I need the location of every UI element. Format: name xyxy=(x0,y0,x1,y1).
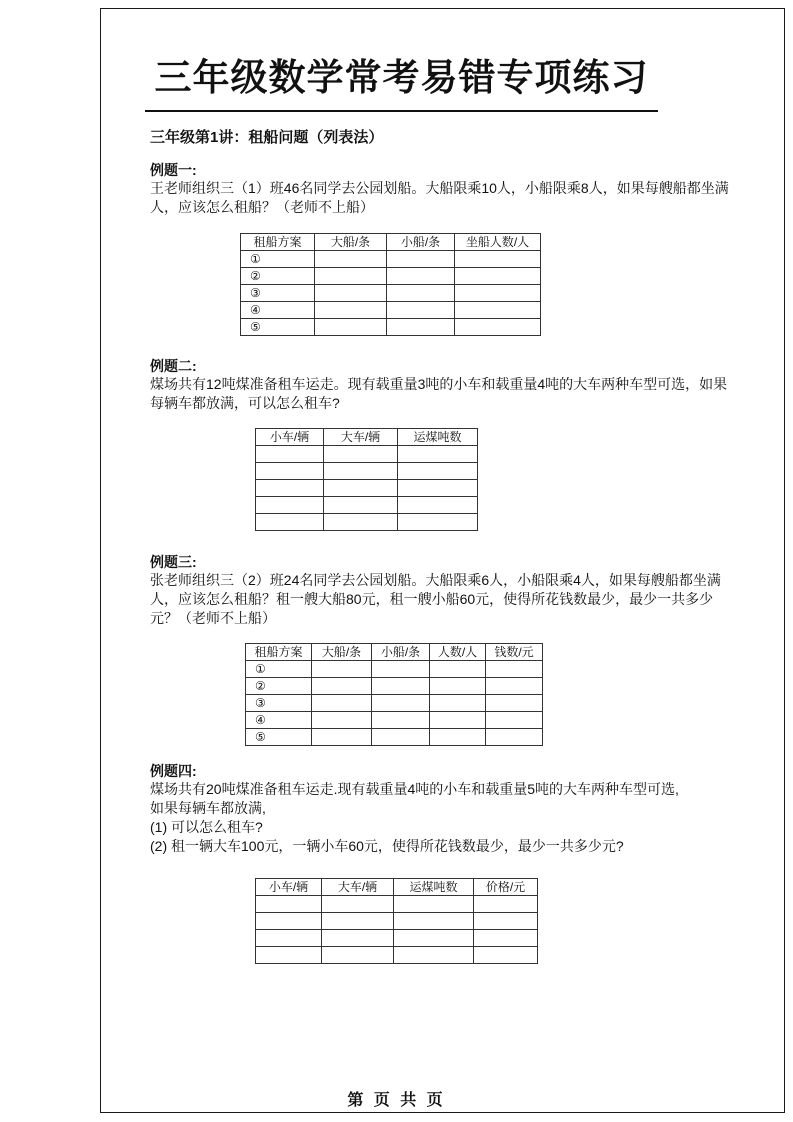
table-row xyxy=(241,251,541,268)
empty-cell xyxy=(387,251,455,268)
empty-cell xyxy=(372,695,430,712)
example-2-label: 例题二: xyxy=(150,358,197,374)
empty-cell xyxy=(486,712,543,729)
table-header-cell: 小车/辆 xyxy=(256,879,322,896)
example-1-text: 王老师组织三（1）班46名同学去公园划船。大船限乘10人，小船限乘8人，如果每艘船都坐满人，应该怎么租船？（老师不上船） xyxy=(150,180,729,215)
empty-cell xyxy=(430,729,486,746)
table-header-cell: 大船/条 xyxy=(312,644,372,661)
empty-cell xyxy=(387,285,455,302)
empty-cell xyxy=(322,913,394,930)
empty-cell xyxy=(387,268,455,285)
empty-cell xyxy=(387,319,455,336)
empty-cell xyxy=(315,251,387,268)
table-header-cell: 大船/条 xyxy=(315,234,387,251)
table-row xyxy=(256,463,478,480)
example-2-text: 煤场共有12吨煤准备租车运走。现有载重量3吨的小车和载重量4吨的大车两种车型可选，如果每辆车都放满，可以怎么租车? xyxy=(150,376,728,411)
empty-cell xyxy=(474,930,538,947)
empty-cell xyxy=(322,947,394,964)
empty-cell xyxy=(394,896,474,913)
empty-cell xyxy=(430,678,486,695)
empty-cell xyxy=(387,302,455,319)
empty-cell xyxy=(324,446,398,463)
empty-cell xyxy=(256,463,324,480)
example-1-label: 例题一: xyxy=(150,162,197,178)
empty-cell xyxy=(430,661,486,678)
empty-cell xyxy=(372,678,430,695)
table-row xyxy=(246,729,543,746)
table-row xyxy=(246,678,543,695)
empty-cell xyxy=(256,930,322,947)
table-row xyxy=(241,285,541,302)
empty-cell xyxy=(312,695,372,712)
empty-cell xyxy=(312,661,372,678)
section-heading: 三年级第1讲：租船问题（列表法） xyxy=(150,129,384,146)
table-row xyxy=(241,319,541,336)
example-4-text-line-4: (2) 租一辆大车100元，一辆小车60元，使得所花钱数最少，最少一共多少元? xyxy=(150,838,624,854)
empty-cell xyxy=(256,497,324,514)
title-block xyxy=(145,56,658,112)
table-row xyxy=(246,661,543,678)
empty-cell xyxy=(324,514,398,531)
empty-cell xyxy=(398,463,478,480)
table-header-cell: 小车/辆 xyxy=(256,429,324,446)
empty-cell xyxy=(324,480,398,497)
table-row xyxy=(256,497,478,514)
empty-cell xyxy=(398,446,478,463)
empty-cell xyxy=(312,678,372,695)
example-4-text xyxy=(150,780,775,856)
empty-cell xyxy=(398,480,478,497)
table-header-cell: 运煤吨数 xyxy=(398,429,478,446)
empty-cell xyxy=(394,947,474,964)
table-row xyxy=(256,480,478,497)
empty-cell xyxy=(455,319,541,336)
empty-cell xyxy=(474,947,538,964)
empty-cell xyxy=(256,446,324,463)
empty-cell xyxy=(312,729,372,746)
example-3-table xyxy=(245,643,543,746)
example-4-table xyxy=(255,878,538,964)
empty-cell xyxy=(455,285,541,302)
table-header-cell: 价格/元 xyxy=(474,879,538,896)
empty-cell xyxy=(486,678,543,695)
example-3-label: 例题三: xyxy=(150,554,197,570)
table-header-cell: 租船方案 xyxy=(246,644,312,661)
table-header-cell: 租船方案 xyxy=(241,234,315,251)
table-row xyxy=(256,930,538,947)
row-label-cell: ② xyxy=(246,678,312,695)
empty-cell xyxy=(455,302,541,319)
empty-cell xyxy=(398,497,478,514)
empty-cell xyxy=(312,712,372,729)
example-2-table xyxy=(255,428,478,531)
table-header-cell: 坐船人数/人 xyxy=(455,234,541,251)
row-label-cell: ① xyxy=(241,251,315,268)
table-row xyxy=(241,302,541,319)
empty-cell xyxy=(324,497,398,514)
row-label-cell: ③ xyxy=(246,695,312,712)
page-title: 三年级数学常考易错专项练习 xyxy=(154,57,649,98)
table-row xyxy=(256,947,538,964)
empty-cell xyxy=(315,268,387,285)
empty-cell xyxy=(372,712,430,729)
row-label-cell: ⑤ xyxy=(241,319,315,336)
row-label-cell: ② xyxy=(241,268,315,285)
table-header-row xyxy=(246,644,543,661)
table-row xyxy=(246,712,543,729)
example-4-text-line-3: (1) 可以怎么租车? xyxy=(150,819,263,835)
table-header-cell: 小船/条 xyxy=(372,644,430,661)
empty-cell xyxy=(486,729,543,746)
table-row xyxy=(256,446,478,463)
empty-cell xyxy=(256,514,324,531)
empty-cell xyxy=(324,463,398,480)
table-header-cell: 运煤吨数 xyxy=(394,879,474,896)
row-label-cell: ① xyxy=(246,661,312,678)
empty-cell xyxy=(394,913,474,930)
table-header-cell: 大车/辆 xyxy=(322,879,394,896)
table-row xyxy=(241,268,541,285)
empty-cell xyxy=(322,930,394,947)
empty-cell xyxy=(430,695,486,712)
empty-cell xyxy=(372,661,430,678)
empty-cell xyxy=(256,480,324,497)
empty-cell xyxy=(315,285,387,302)
empty-cell xyxy=(455,251,541,268)
empty-cell xyxy=(486,695,543,712)
empty-cell xyxy=(256,947,322,964)
row-label-cell: ⑤ xyxy=(246,729,312,746)
row-label-cell: ④ xyxy=(246,712,312,729)
table-header-cell: 人数/人 xyxy=(430,644,486,661)
table-row xyxy=(246,695,543,712)
example-4-text-line-1: 煤场共有20吨煤准备租车运走.现有载重量4吨的小车和载重量5吨的大车两种车型可选, xyxy=(150,781,679,797)
example-4-text-line-2: 如果每辆车都放满, xyxy=(150,800,266,816)
table-row xyxy=(256,514,478,531)
empty-cell xyxy=(394,930,474,947)
table-header-cell: 钱数/元 xyxy=(486,644,543,661)
table-header-cell: 小船/条 xyxy=(387,234,455,251)
example-4-label: 例题四: xyxy=(150,763,197,779)
table-row xyxy=(256,896,538,913)
table-header-row xyxy=(256,879,538,896)
empty-cell xyxy=(430,712,486,729)
row-label-cell: ④ xyxy=(241,302,315,319)
example-3-text: 张老师组织三（2）班24名同学去公园划船。大船限乘6人，小船限乘4人，如果每艘船都坐满人，应该怎么租船？租一艘大船80元，租一艘小船60元，使得所花钱数最少，最少一共多少元？（老师不上船） xyxy=(150,572,721,626)
row-label-cell: ③ xyxy=(241,285,315,302)
empty-cell xyxy=(315,302,387,319)
empty-cell xyxy=(474,913,538,930)
empty-cell xyxy=(256,913,322,930)
empty-cell xyxy=(455,268,541,285)
empty-cell xyxy=(474,896,538,913)
empty-cell xyxy=(486,661,543,678)
table-header-row xyxy=(256,429,478,446)
empty-cell xyxy=(372,729,430,746)
empty-cell xyxy=(398,514,478,531)
table-header-cell: 大车/辆 xyxy=(324,429,398,446)
empty-cell xyxy=(322,896,394,913)
example-1-table xyxy=(240,233,541,336)
empty-cell xyxy=(315,319,387,336)
page-footer: 第 页 共 页 xyxy=(347,1092,446,1109)
table-header-row xyxy=(241,234,541,251)
table-row xyxy=(256,913,538,930)
empty-cell xyxy=(256,896,322,913)
